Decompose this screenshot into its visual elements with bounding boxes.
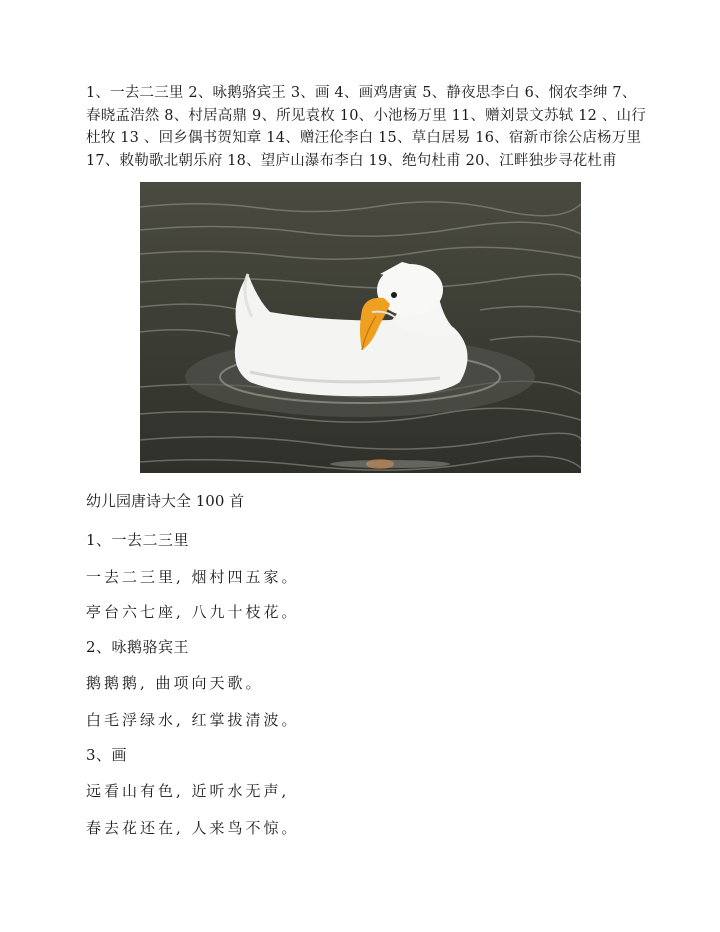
poem-title: 2、咏鹅骆宾王 xyxy=(86,638,190,656)
poem-line: 鹅鹅鹅, 曲项向天歌。 xyxy=(86,674,264,692)
goose-photo xyxy=(140,182,581,473)
poem-line: 亭台六七座, 八九十枝花。 xyxy=(86,603,300,621)
poem-line: 春去花还在, 人来鸟不惊。 xyxy=(86,819,300,837)
poem-title: 3、画 xyxy=(86,746,128,764)
document-heading: 幼儿园唐诗大全 100 首 xyxy=(86,492,245,510)
poem-line: 白毛浮绿水, 红掌拔清波。 xyxy=(86,711,300,729)
poem-title: 1、一去二三里 xyxy=(86,531,190,549)
table-of-contents: 1、一去二三里 2、咏鹅骆宾王 3、画 4、画鸡唐寅 5、静夜思李白 6、悯农李绅 7、春晓孟浩然 8、村居高鼎 9、所见袁枚 10、小池杨万里 11、赠刘景文苏轼 12 、山行杜牧 13 、回乡偶书贺知章 14、赠汪伦李白 15、草白居易 16、宿新市徐公店杨万里 17、敕勒歌北朝乐府 18、望庐山瀑布李白 19、绝句杜甫 20、江畔独步寻花杜甫 xyxy=(86,85,646,169)
poem-line: 远看山有色, 近听水无声, xyxy=(86,782,290,800)
poem-line: 一去二三里, 烟村四五家。 xyxy=(86,568,300,586)
